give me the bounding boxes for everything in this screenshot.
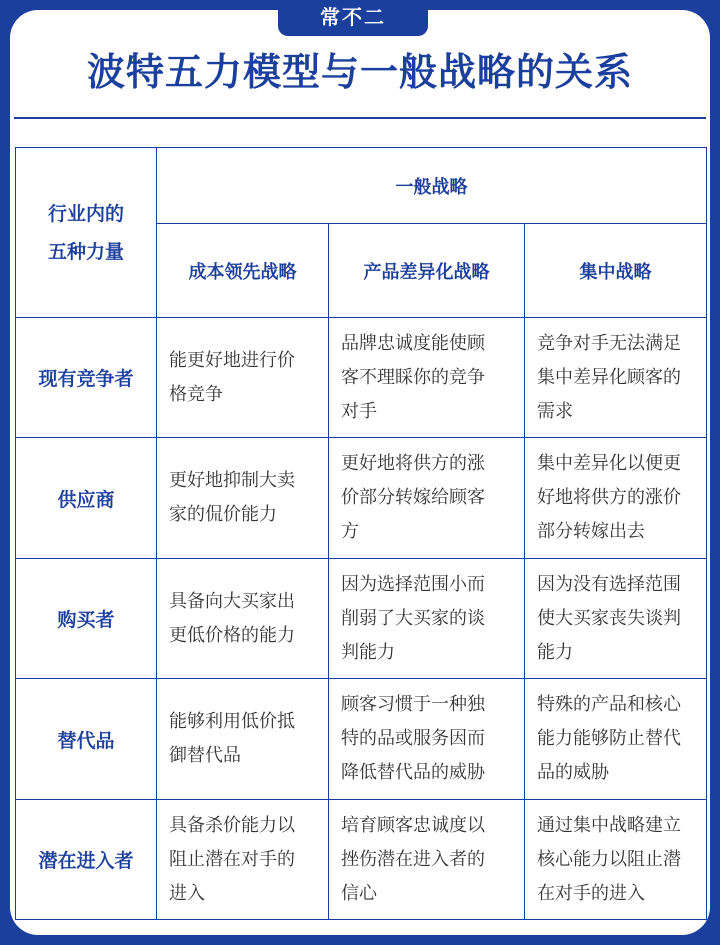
table-cell: 因为选择范围小而 削弱了大买家的谈 判能力 xyxy=(329,559,525,679)
row-header: 替代品 xyxy=(16,679,157,800)
table-cell: 顾客习惯于一种独 特的品或服务因而 降低替代品的威胁 xyxy=(329,679,525,800)
table-cell: 具备向大买家出 更低价格的能力 xyxy=(157,559,329,679)
row-header: 现有竞争者 xyxy=(16,318,157,438)
table-cell: 集中差异化以便更 好地将供方的涨价 部分转嫁出去 xyxy=(525,438,707,559)
title-divider xyxy=(14,117,706,119)
page-title: 波特五力模型与一般战略的关系 xyxy=(86,50,633,94)
table-cell: 能更好地进行价 格竞争 xyxy=(157,318,329,438)
table-row xyxy=(16,679,707,800)
table-cell: 培育顾客忠诚度以 挫伤潜在进入者的 信心 xyxy=(329,800,525,920)
table-cell: 竞争对手无法满足 集中差异化顾客的 需求 xyxy=(525,318,707,438)
header-five-forces: 行业内的 五种力量 xyxy=(16,148,157,318)
header-focus: 集中战略 xyxy=(525,224,707,318)
row-header: 购买者 xyxy=(16,559,157,679)
table-cell: 品牌忠诚度能使顾 客不理睬你的竞争 对手 xyxy=(329,318,525,438)
table-cell: 因为没有选择范围 使大买家丧失谈判 能力 xyxy=(525,559,707,679)
header-general-strategy: 一般战略 xyxy=(157,148,707,224)
strategy-table xyxy=(15,147,707,920)
table-row xyxy=(16,318,707,438)
header-differentiation: 产品差异化战略 xyxy=(329,224,525,318)
row-header: 供应商 xyxy=(16,438,157,559)
table-cell: 能够利用低价抵 御替代品 xyxy=(157,679,329,800)
table-cell: 特殊的产品和核心 能力能够防止替代 品的威胁 xyxy=(525,679,707,800)
table-cell: 通过集中战略建立 核心能力以阻止潜 在对手的进入 xyxy=(525,800,707,920)
table-cell: 更好地抑制大卖 家的侃价能力 xyxy=(157,438,329,559)
header-cost-leadership: 成本领先战略 xyxy=(157,224,329,318)
row-header: 潜在进入者 xyxy=(16,800,157,920)
table-row xyxy=(16,800,707,920)
table-row xyxy=(16,438,707,559)
table-cell: 具备杀价能力以 阻止潜在对手的 进入 xyxy=(157,800,329,920)
table-row xyxy=(16,559,707,679)
brand-tag: 常不二 xyxy=(278,0,428,36)
table-cell: 更好地将供方的涨 价部分转嫁给顾客 方 xyxy=(329,438,525,559)
